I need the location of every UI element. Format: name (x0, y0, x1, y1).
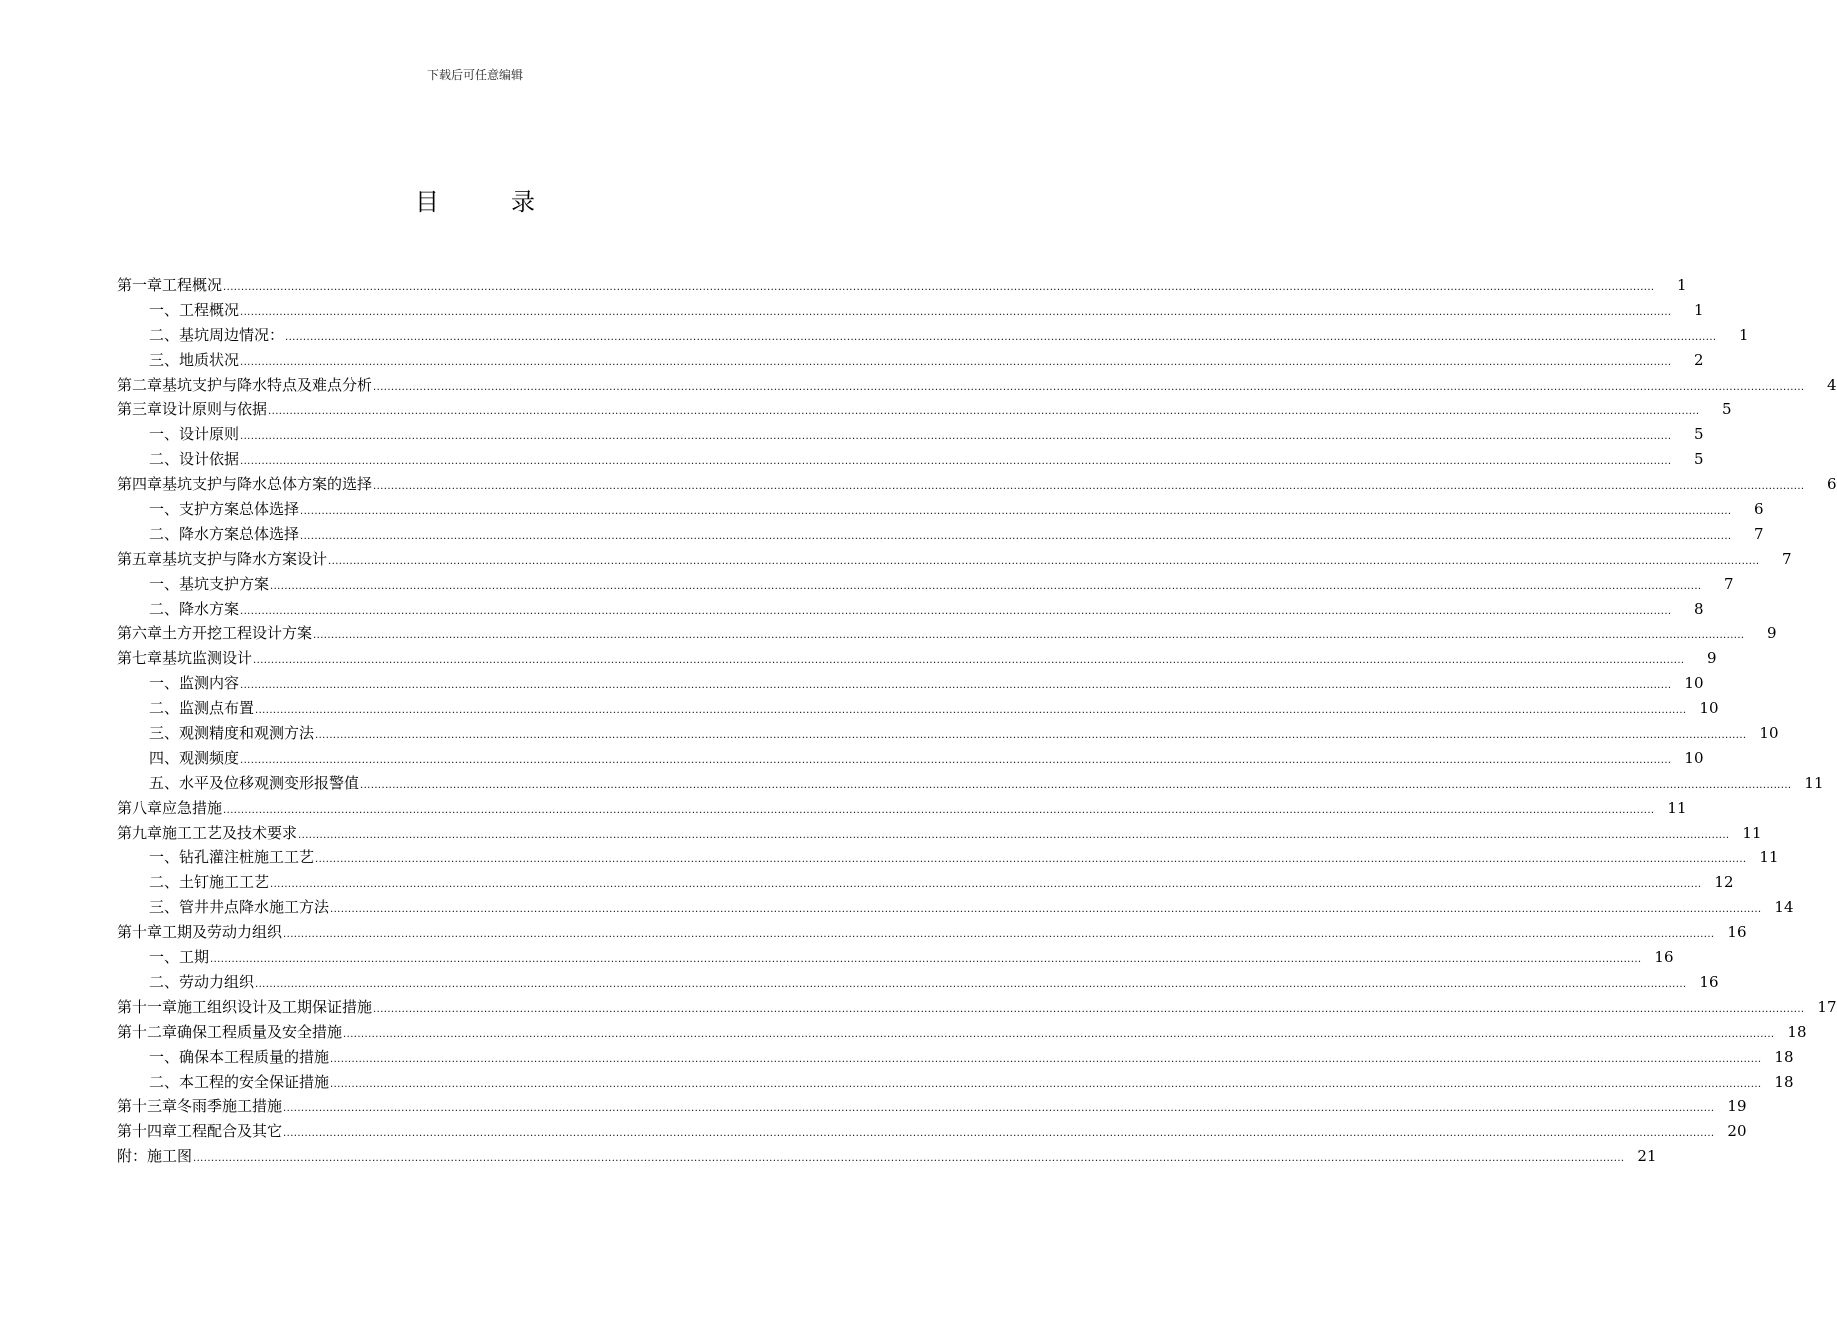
toc-page-number: 7 (1723, 574, 1734, 593)
toc-leader-dots: ................................................................................................................................................................................................................................................................................................................................................................................................................ (210, 954, 1642, 966)
toc-entry-title: 一、支护方案总体选择 (149, 500, 300, 519)
toc-page-number: 14 (1774, 898, 1794, 917)
toc-page-number: 18 (1774, 1047, 1794, 1066)
toc-entry-title: 应急措施 (162, 798, 223, 817)
toc-page-number: 10 (1699, 699, 1719, 718)
toc-entry-title: 设计原则与依据 (162, 400, 268, 419)
toc-leader-dots: ................................................................................................................................................................................................................................................................................................................................................................................................................ (373, 381, 1805, 393)
toc-section-entry[interactable] (117, 895, 1794, 920)
toc-entry-title: 施工组织设计及工期保证措施 (177, 997, 373, 1016)
toc-leader-dots: ................................................................................................................................................................................................................................................................................................................................................................................................................ (300, 506, 1732, 518)
toc-chapter-number: 第三章 (117, 400, 163, 419)
toc-section-entry[interactable] (117, 671, 1704, 696)
toc-section-entry[interactable] (117, 597, 1704, 622)
toc-leader-dots: ................................................................................................................................................................................................................................................................................................................................................................................................................ (193, 1153, 1625, 1165)
toc-leader-dots: ................................................................................................................................................................................................................................................................................................................................................................................................................ (223, 804, 1655, 816)
toc-entry-title: 附：施工图 (117, 1147, 193, 1166)
toc-leader-dots: ................................................................................................................................................................................................................................................................................................................................................................................................................ (255, 978, 1687, 990)
toc-section-entry[interactable] (117, 696, 1719, 721)
toc-entry-title: 基坑支护与降水总体方案的选择 (162, 475, 373, 494)
toc-section-entry[interactable] (117, 945, 1674, 970)
toc-page-number: 7 (1753, 524, 1764, 543)
toc-entry-title: 一、钻孔灌注桩施工工艺 (149, 848, 315, 867)
toc-page-number: 19 (1727, 1097, 1747, 1116)
toc-leader-dots: ................................................................................................................................................................................................................................................................................................................................................................................................................ (330, 904, 1762, 916)
toc-chapter-number: 第十三章 (117, 1097, 178, 1116)
toc-leader-dots: ................................................................................................................................................................................................................................................................................................................................................................................................................ (330, 1053, 1762, 1065)
toc-leader-dots: ................................................................................................................................................................................................................................................................................................................................................................................................................ (298, 829, 1730, 841)
toc-page-number: 10 (1759, 724, 1779, 743)
toc-entry-title: 一、监测内容 (149, 674, 240, 693)
toc-leader-dots: ................................................................................................................................................................................................................................................................................................................................................................................................................ (283, 1103, 1715, 1115)
toc-page-number: 6 (1753, 500, 1764, 519)
toc-page-number: 9 (1766, 624, 1777, 643)
toc-entry-title: 工程概况 (162, 276, 223, 294)
toc-section-entry[interactable] (117, 1070, 1794, 1095)
toc-chapter-entry[interactable] (117, 621, 1777, 646)
toc-chapter-entry[interactable] (117, 1020, 1807, 1045)
toc-section-entry[interactable] (117, 497, 1764, 522)
toc-page-number: 8 (1693, 599, 1704, 618)
title-char-2: 录 (511, 188, 535, 216)
toc-entry-title: 施工工艺及技术要求 (162, 823, 298, 842)
toc-section-entry[interactable] (117, 298, 1704, 323)
toc-leader-dots: ................................................................................................................................................................................................................................................................................................................................................................................................................ (343, 1028, 1775, 1040)
toc-section-entry[interactable] (117, 348, 1704, 373)
toc-leader-dots: ................................................................................................................................................................................................................................................................................................................................................................................................................ (300, 530, 1732, 542)
toc-leader-dots: ................................................................................................................................................................................................................................................................................................................................................................................................................ (240, 680, 1672, 692)
page-header-note: 下载后可任意编辑 (426, 68, 523, 82)
toc-section-entry[interactable] (117, 970, 1719, 995)
toc-page-number: 16 (1654, 948, 1674, 967)
toc-entry-title: 冬雨季施工措施 (177, 1097, 283, 1116)
toc-page-number: 11 (1667, 798, 1687, 817)
toc-page-number: 20 (1727, 1122, 1747, 1141)
toc-chapter-number: 第十章 (117, 923, 163, 942)
toc-page-number: 2 (1693, 350, 1704, 369)
toc-chapter-number: 第四章 (117, 475, 163, 494)
toc-chapter-entry[interactable] (117, 1094, 1747, 1119)
toc-page-number: 17 (1817, 997, 1837, 1016)
toc-section-entry[interactable] (117, 746, 1704, 771)
toc-entry-title: 基坑支护与降水特点及难点分析 (162, 375, 373, 394)
toc-chapter-number: 第八章 (117, 798, 163, 817)
toc-leader-dots: ................................................................................................................................................................................................................................................................................................................................................................................................................ (330, 1078, 1762, 1090)
toc-entry-title: 二、本工程的安全保证措施 (149, 1072, 330, 1091)
toc-page-number: 16 (1699, 972, 1719, 991)
table-of-contents (117, 273, 1837, 1169)
toc-leader-dots: ................................................................................................................................................................................................................................................................................................................................................................................................................ (313, 630, 1745, 642)
toc-page-number: 11 (1742, 823, 1762, 842)
toc-leader-dots: ................................................................................................................................................................................................................................................................................................................................................................................................................ (223, 282, 1655, 293)
toc-page-number: 1 (1738, 325, 1749, 344)
toc-leader-dots: ................................................................................................................................................................................................................................................................................................................................................................................................................ (373, 1003, 1805, 1015)
toc-leader-dots: ................................................................................................................................................................................................................................................................................................................................................................................................................ (283, 1128, 1715, 1140)
toc-entry-title: 三、地质状况 (149, 350, 240, 369)
toc-page-number: 5 (1721, 400, 1732, 419)
toc-entry-title: 基坑监测设计 (162, 649, 253, 668)
toc-entry-title: 一、设计原则 (149, 425, 240, 444)
toc-page-number: 10 (1684, 674, 1704, 693)
toc-chapter-number: 第十一章 (117, 997, 178, 1016)
toc-entry-title: 基坑支护与降水方案设计 (162, 549, 328, 568)
toc-page-number: 18 (1787, 1022, 1807, 1041)
toc-page-number: 1 (1676, 276, 1687, 294)
toc-entry-title: 二、劳动力组织 (149, 972, 255, 991)
toc-page-number: 11 (1804, 773, 1824, 792)
toc-section-entry[interactable] (117, 870, 1734, 895)
toc-entry-title: 五、水平及位移观测变形报警值 (149, 773, 360, 792)
toc-leader-dots: ................................................................................................................................................................................................................................................................................................................................................................................................................ (315, 854, 1747, 866)
toc-leader-dots: ................................................................................................................................................................................................................................................................................................................................................................................................................ (240, 605, 1672, 617)
toc-entry-title: 二、降水方案 (149, 599, 240, 618)
toc-section-entry[interactable] (117, 522, 1764, 547)
toc-section-entry[interactable] (117, 422, 1704, 447)
toc-chapter-entry[interactable] (117, 397, 1732, 422)
toc-leader-dots: ................................................................................................................................................................................................................................................................................................................................................................................................................ (253, 655, 1685, 667)
toc-page-number: 7 (1781, 549, 1792, 568)
toc-chapter-entry[interactable] (117, 472, 1837, 497)
toc-leader-dots: ................................................................................................................................................................................................................................................................................................................................................................................................................ (328, 555, 1760, 567)
toc-entry-title: 三、观测精度和观测方法 (149, 724, 315, 743)
toc-section-entry[interactable] (117, 721, 1779, 746)
toc-chapter-number: 第二章 (117, 375, 163, 394)
toc-entry-title: 确保工程质量及安全措施 (177, 1022, 343, 1041)
toc-chapter-number: 第一章 (117, 276, 163, 294)
toc-chapter-entry[interactable] (117, 821, 1762, 846)
toc-section-entry[interactable] (117, 447, 1704, 472)
toc-page-number: 6 (1826, 475, 1837, 494)
title-char-1: 目 (415, 188, 439, 216)
toc-page-number: 5 (1693, 425, 1704, 444)
toc-chapter-number: 第五章 (117, 549, 163, 568)
toc-leader-dots: ................................................................................................................................................................................................................................................................................................................................................................................................................ (255, 705, 1687, 717)
toc-chapter-number: 第七章 (117, 649, 163, 668)
toc-leader-dots: ................................................................................................................................................................................................................................................................................................................................................................................................................ (240, 456, 1672, 468)
toc-chapter-entry[interactable] (117, 373, 1837, 398)
toc-leader-dots: ................................................................................................................................................................................................................................................................................................................................................................................................................ (270, 879, 1702, 891)
toc-entry-title: 土方开挖工程设计方案 (162, 624, 313, 643)
toc-entry-title: 二、监测点布置 (149, 699, 255, 718)
toc-leader-dots: ................................................................................................................................................................................................................................................................................................................................................................................................................ (270, 580, 1702, 592)
toc-page-number: 9 (1706, 649, 1717, 668)
toc-entry-title: 工程配合及其它 (177, 1122, 283, 1141)
toc-page-number: 4 (1826, 375, 1837, 394)
toc-leader-dots: ................................................................................................................................................................................................................................................................................................................................................................................................................ (240, 356, 1672, 368)
toc-leader-dots: ................................................................................................................................................................................................................................................................................................................................................................................................................ (315, 730, 1747, 742)
toc-chapter-number: 第六章 (117, 624, 163, 643)
toc-page-number: 16 (1727, 923, 1747, 942)
toc-chapter-entry[interactable] (117, 796, 1687, 821)
toc-chapter-entry[interactable] (117, 920, 1747, 945)
toc-page-number: 21 (1637, 1147, 1657, 1166)
toc-leader-dots: ................................................................................................................................................................................................................................................................................................................................................................................................................ (285, 331, 1717, 343)
toc-section-entry[interactable] (117, 323, 1749, 348)
toc-chapter-number: 第十二章 (117, 1022, 178, 1041)
toc-section-entry[interactable] (117, 572, 1734, 597)
toc-page-number: 10 (1684, 748, 1704, 767)
toc-leader-dots: ................................................................................................................................................................................................................................................................................................................................................................................................................ (240, 754, 1672, 766)
toc-section-entry[interactable] (117, 1045, 1794, 1070)
toc-chapter-number: 第九章 (117, 823, 163, 842)
toc-entry-title: 工期及劳动力组织 (162, 923, 283, 942)
toc-page-number: 12 (1714, 873, 1734, 892)
toc-page-number: 5 (1693, 450, 1704, 469)
toc-page-number: 18 (1774, 1072, 1794, 1091)
toc-chapter-entry[interactable] (117, 1119, 1747, 1144)
toc-leader-dots: ................................................................................................................................................................................................................................................................................................................................................................................................................ (360, 779, 1792, 791)
toc-entry-title: 一、工程概况 (149, 300, 240, 319)
toc-entry-title: 二、土钉施工工艺 (149, 873, 270, 892)
toc-chapter-entry[interactable] (117, 1144, 1657, 1169)
toc-leader-dots: ................................................................................................................................................................................................................................................................................................................................................................................................................ (283, 929, 1715, 941)
toc-chapter-entry[interactable] (117, 995, 1837, 1020)
toc-leader-dots: ................................................................................................................................................................................................................................................................................................................................................................................................................ (240, 306, 1672, 318)
toc-section-entry[interactable] (117, 771, 1824, 796)
toc-entry-title: 一、工期 (149, 948, 210, 967)
toc-chapter-entry[interactable] (117, 547, 1792, 572)
toc-section-entry[interactable] (117, 845, 1779, 870)
toc-entry-title: 二、设计依据 (149, 450, 240, 469)
toc-entry-title: 一、确保本工程质量的措施 (149, 1047, 330, 1066)
toc-chapter-entry[interactable] (117, 273, 1687, 298)
toc-leader-dots: ................................................................................................................................................................................................................................................................................................................................................................................................................ (240, 431, 1672, 443)
toc-leader-dots: ................................................................................................................................................................................................................................................................................................................................................................................................................ (268, 406, 1700, 418)
toc-entry-title: 二、降水方案总体选择 (149, 524, 300, 543)
toc-page-number: 1 (1693, 300, 1704, 319)
toc-leader-dots: ................................................................................................................................................................................................................................................................................................................................................................................................................ (373, 481, 1805, 493)
toc-chapter-entry[interactable] (117, 646, 1717, 671)
page-title (0, 182, 950, 217)
toc-entry-title: 四、观测频度 (149, 748, 240, 767)
toc-entry-title: 一、基坑支护方案 (149, 574, 270, 593)
toc-entry-title: 二、基坑周边情况： (149, 325, 285, 344)
toc-page-number: 11 (1759, 848, 1779, 867)
toc-chapter-number: 第十四章 (117, 1122, 178, 1141)
toc-entry-title: 三、管井井点降水施工方法 (149, 898, 330, 917)
